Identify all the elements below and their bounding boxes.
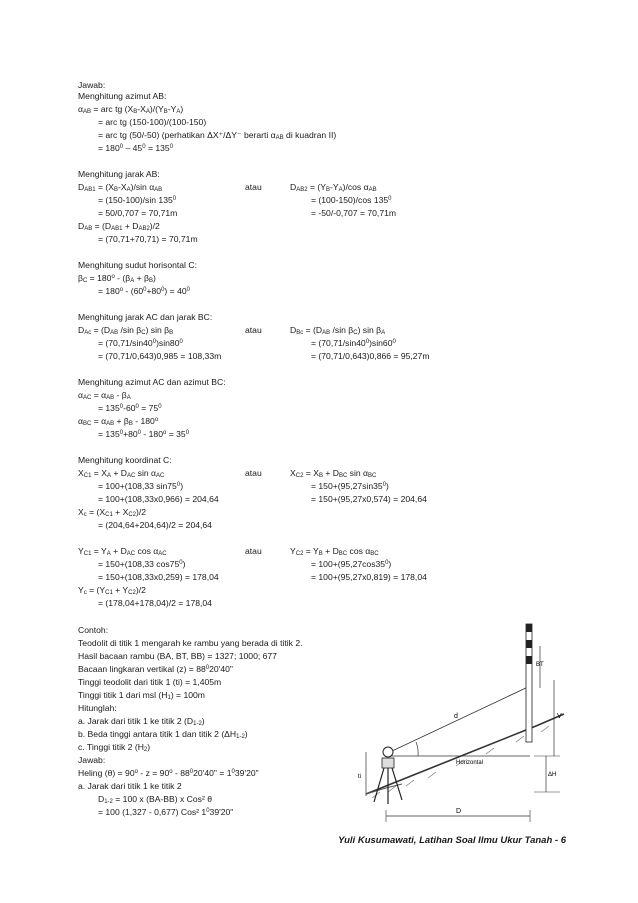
text-line: Teodolit di titik 1 mengarah ke rambu yang berada di titik 2.: [78, 638, 303, 648]
text-line: a. Jarak dari titik 1 ke titik 2: [78, 781, 182, 791]
text-line: Menghitung jarak AB:: [78, 169, 160, 179]
text-line: $X_{C1} = X_A + D_{AC}$ $\sin \alpha_{AC}$: [78, 468, 165, 479]
text-line: = $100+(95,27\cos 35^0)$: [311, 559, 392, 569]
text-line: $Y_{C2} = Y_B + D_{BC}$ $\cos \alpha_{BC}$: [290, 546, 379, 557]
text-line: = (70,71/0,643)0,985 = 108,33m: [98, 351, 222, 361]
text-line: = 150+(95,27x0,574) = 204,64: [311, 494, 427, 504]
text-line: $\beta_C = 180^o - (\beta_A + \beta_B)$: [78, 273, 156, 284]
text-line: = 100+(108,33x0,966) = 204,64: [98, 494, 219, 504]
text-line: Menghitung koordinat C:: [78, 455, 172, 465]
text-line: = (178,04+178,04)/2 = 178,04: [98, 598, 212, 608]
text-line: = (204,64+204,64)/2 = 204,64: [98, 520, 212, 530]
page-footer: Yuli Kusumawati, Latihan Soal Ilmu Ukur Tanah - 6: [338, 835, 566, 846]
theodolite-stadia-diagram-icon: [336, 606, 568, 834]
fig-label-d-big: D: [456, 808, 462, 815]
text-line: a. Jarak dari titik 1 ke titik 2 $(D_{1-2})$: [78, 716, 205, 727]
text-line: b. Beda tinggi antara titik 1 dan titik 2 $(\Delta H_{1-2})$: [78, 729, 248, 740]
text-line: $D_{1-2} = 100$ x (BA-BB) x Cos² θ: [98, 794, 212, 805]
text-line: = 100+(108,33 $\sin 75^0$): [98, 481, 184, 491]
text-line: Menghitung sudut horisontal C:: [78, 260, 197, 270]
fig-label-d: d: [454, 713, 458, 720]
text-line: $\alpha_{BC} = \alpha_{AB} + \beta_B - 180^o$: [78, 416, 159, 427]
text-line: $\alpha_{AB}$ = arc tg $(X_B-X_A)/(Y_B-Y_A)$: [78, 104, 184, 115]
fig-label-ti: ti: [358, 774, 361, 780]
text-line: = $(70,71/\sin 40^0)\sin 60^0$: [311, 338, 396, 348]
text-line: Jawab:: [78, 80, 106, 90]
text-line: = arc tg (150-100)/(100-150): [98, 117, 207, 127]
text-line: = 50/0,707 = 70,71m: [98, 208, 178, 218]
text-line: = (100-150)/cos $135^0$: [311, 195, 392, 205]
text-line: Jawab:: [78, 755, 106, 765]
text-line: Hasil bacaan rambu (BA, BT, BB) = 1327; 1000; 677: [78, 651, 277, 661]
text-line: atau: [245, 546, 262, 556]
text-line: Tinggi teodolit dari titik 1 (ti) = 1,405m: [78, 677, 222, 687]
text-line: $Y_{C1} = Y_A + D_{AC}$ $\cos \alpha_{AC}$: [78, 546, 167, 557]
text-line: = $150+(95,27\sin 35^0)$: [311, 481, 389, 491]
text-line: atau: [245, 468, 262, 478]
text-line: = (150-100)/sin $135^0$: [98, 195, 177, 205]
theodolite-diagram-figure: [336, 606, 568, 836]
text-line: $Y_c = (Y_{C1} + Y_{C2})/2$: [78, 585, 146, 596]
text-line: Menghitung azimut AB:: [78, 91, 167, 101]
text-line: $D_{Bc} = (D_{AB}$ /sin $\beta_C$) $\sin \beta_A$: [290, 325, 386, 336]
text-line: c. Tinggi titik 2 $(H_2)$: [78, 742, 151, 753]
text-line: = 150+(108,33 $\cos 75^0$): [98, 559, 186, 569]
text-line: = 100 (1,327 - 0,677) Cos² $1^039'20$": [98, 807, 234, 817]
text-line: atau: [245, 182, 262, 192]
text-line: = $135^0+80^0 - 180^o = 35^0$: [98, 429, 190, 439]
text-line: = $180^o - (60^0+80^0) = 40^0$: [98, 286, 190, 296]
text-line: Tinggi titik 1 dari msl $(H_1) = 100m$: [78, 690, 205, 701]
fig-label-ah: ΔH: [548, 772, 557, 778]
text-line: = 150+(108,33x0,259) = 178,04: [98, 572, 219, 582]
fig-label-horizontal: Horizontal: [456, 760, 484, 766]
text-line: Bacaan lingkaran vertikal $(z) = 88^020'40$": [78, 664, 233, 674]
text-line: = -50/-0,707 = 70,71m: [311, 208, 397, 218]
text-line: Menghitung jarak AC dan jarak BC:: [78, 312, 213, 322]
text-line: Hitunglah:: [78, 703, 117, 713]
text-line: = 100+(95,27x0,819) = 178,04: [311, 572, 427, 582]
text-line: Menghitung azimut AC dan azimut BC:: [78, 377, 226, 387]
fig-label-bt: BT: [536, 662, 544, 668]
text-line: $\alpha_{AC} = \alpha_{AB} - \beta_A$: [78, 390, 131, 401]
text-line: $D_{AB2} = (Y_B-Y_A)/\cos$ $\alpha_{AB}$: [290, 182, 377, 193]
text-line: $D_{AB1} = (X_B-X_A)/\sin$ $\alpha_{AB}$: [78, 182, 163, 193]
text-line: Heling $(\theta) = 90^o - z = 90^o - 88^020'40$" = $1^039'20$": [78, 768, 259, 778]
text-line: $X_c = (X_{C1} + X_{C2})/2$: [78, 507, 147, 518]
text-line: atau: [245, 325, 262, 335]
text-line: = $135^0-60^0 = 75^0$: [98, 403, 162, 413]
fig-label-v: V: [557, 713, 562, 720]
text-line: = arc tg (50/-50) (perhatikan ΔX⁺/ΔY⁻ berarti $\alpha_{AB}$ di kuadran II): [98, 130, 337, 141]
text-line: $D_{Ac} = (D_{AB}$ /sin $\beta_C$) $\sin \beta_B$: [78, 325, 174, 336]
text-line: Contoh:: [78, 625, 109, 635]
text-line: = $(70,71/\sin 40^0)\sin 80^0$: [98, 338, 183, 348]
text-line: $D_{AB} = (D_{AB1} + D_{AB2})/2$: [78, 221, 160, 232]
text-line: = $180^0 - 45^0 = 135^0$: [98, 143, 174, 153]
text-line: = (70,71/0,643)0,866 = 95,27m: [311, 351, 430, 361]
text-line: $X_{C2} = X_B + D_{BC}$ $\sin \alpha_{BC}$: [290, 468, 377, 479]
text-line: = (70,71+70,71) = 70,71m: [98, 234, 198, 244]
